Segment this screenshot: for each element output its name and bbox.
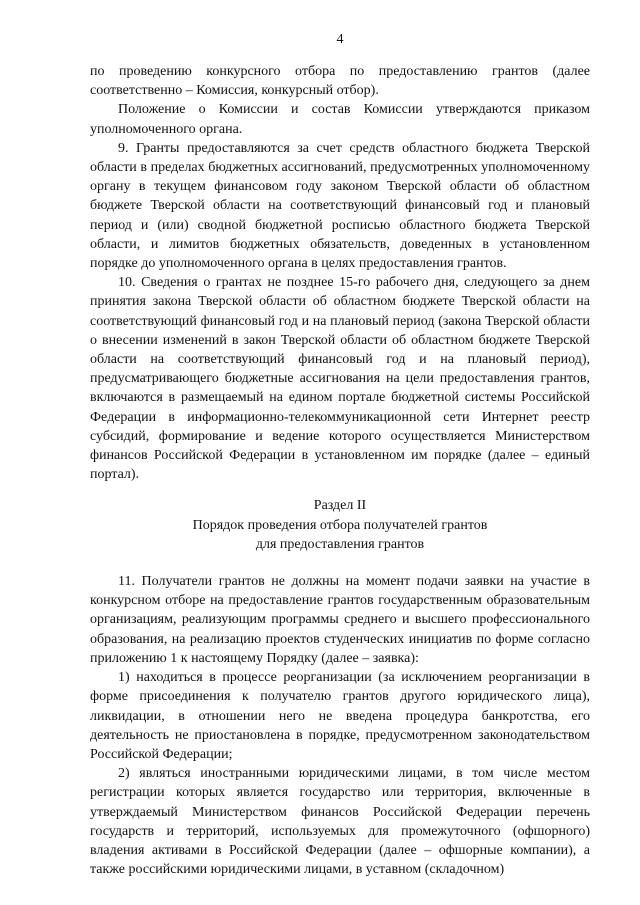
section-title-line1: Порядок проведения отбора получателей грантов bbox=[192, 517, 488, 533]
paragraph-11-item-1: 1) находиться в процессе реорганизации (за исключением реорганизации в форме присоединения к получателю грантов другого юридического лица), ликвидации, в отношении него не введена процедура банкротства, его деятельность не приостановлена в порядке, предусмотренном законодательством Российской Федерации; bbox=[90, 670, 590, 762]
spacer bbox=[90, 554, 590, 572]
paragraph-10: 10. Сведения о грантах не позднее 15-го рабочего дня, следующего за днем принятия закона Тверской области об областном бюджете Тверской области на соответствующий финансовый год и на плановый период (закона Тверской области о внесении изменений в закон Тверской области об областном бюджете Тверской области на соответствующий финансовый год и на плановый период), предусматривающего бюджетные ассигнования на цели предоставления грантов, включаются в размещаемый на едином портале бюджетной системы Российской Федерации в информационно-телекоммуникационной сети Интернет реестр субсидий, формирование и ведение которого осуществляется Министерством финансов Российской Федерации в установленном им порядке (далее – единый портал). bbox=[90, 275, 590, 483]
paragraph-11: 11. Получатели грантов не должны на момент подачи заявки на участие в конкурсном отборе на предоставление грантов государственным образовательным организациям, реализующим программы среднего и высшего профессионального образования, на реализацию проектов студенческих инициатив по форме согласно приложению 1 к настоящему Порядку (далее – заявка): bbox=[90, 574, 590, 666]
paragraph-11-item-2: 2) являться иностранными юридическими лицами, в том числе местом регистрации которых является государство или территория, включенные в утверждаемый Министерством финансов Российской Федерации перечень государств и территорий, используемых для промежуточного (офшорного) владения активами в Российской Федерации (далее – офшорные компании), а также российскими юридическими лицами, в уставном (складочном) bbox=[90, 766, 590, 878]
page-number: 4 bbox=[336, 32, 344, 47]
paragraph-commission: Положение о Комиссии и состав Комиссии утверждаются приказом уполномоченного органа. bbox=[90, 102, 590, 137]
section-label: Раздел II bbox=[313, 498, 367, 514]
paragraph-9: 9. Гранты предоставляются за счет средств областного бюджета Тверской области в пределах бюджетных ассигнований, предусмотренных уполномоченному органу в текущем финансовом году законом Тверской области об областном бюджете Тверской области на соответствующий финансовый год и плановый период и (или) сводной бюджетной росписью областного бюджета Тверской области, и лимитов бюджетных обязательств, доведенных в установленном порядке до уполномоченного органа в целях предоставления грантов. bbox=[90, 140, 590, 272]
section-title-line2: для предоставления грантов bbox=[255, 536, 425, 552]
paragraph-continuation: по проведению конкурсного отбора по предоставлению грантов (далее соответственно – Комиссия, конкурсный отбор). bbox=[90, 64, 590, 99]
